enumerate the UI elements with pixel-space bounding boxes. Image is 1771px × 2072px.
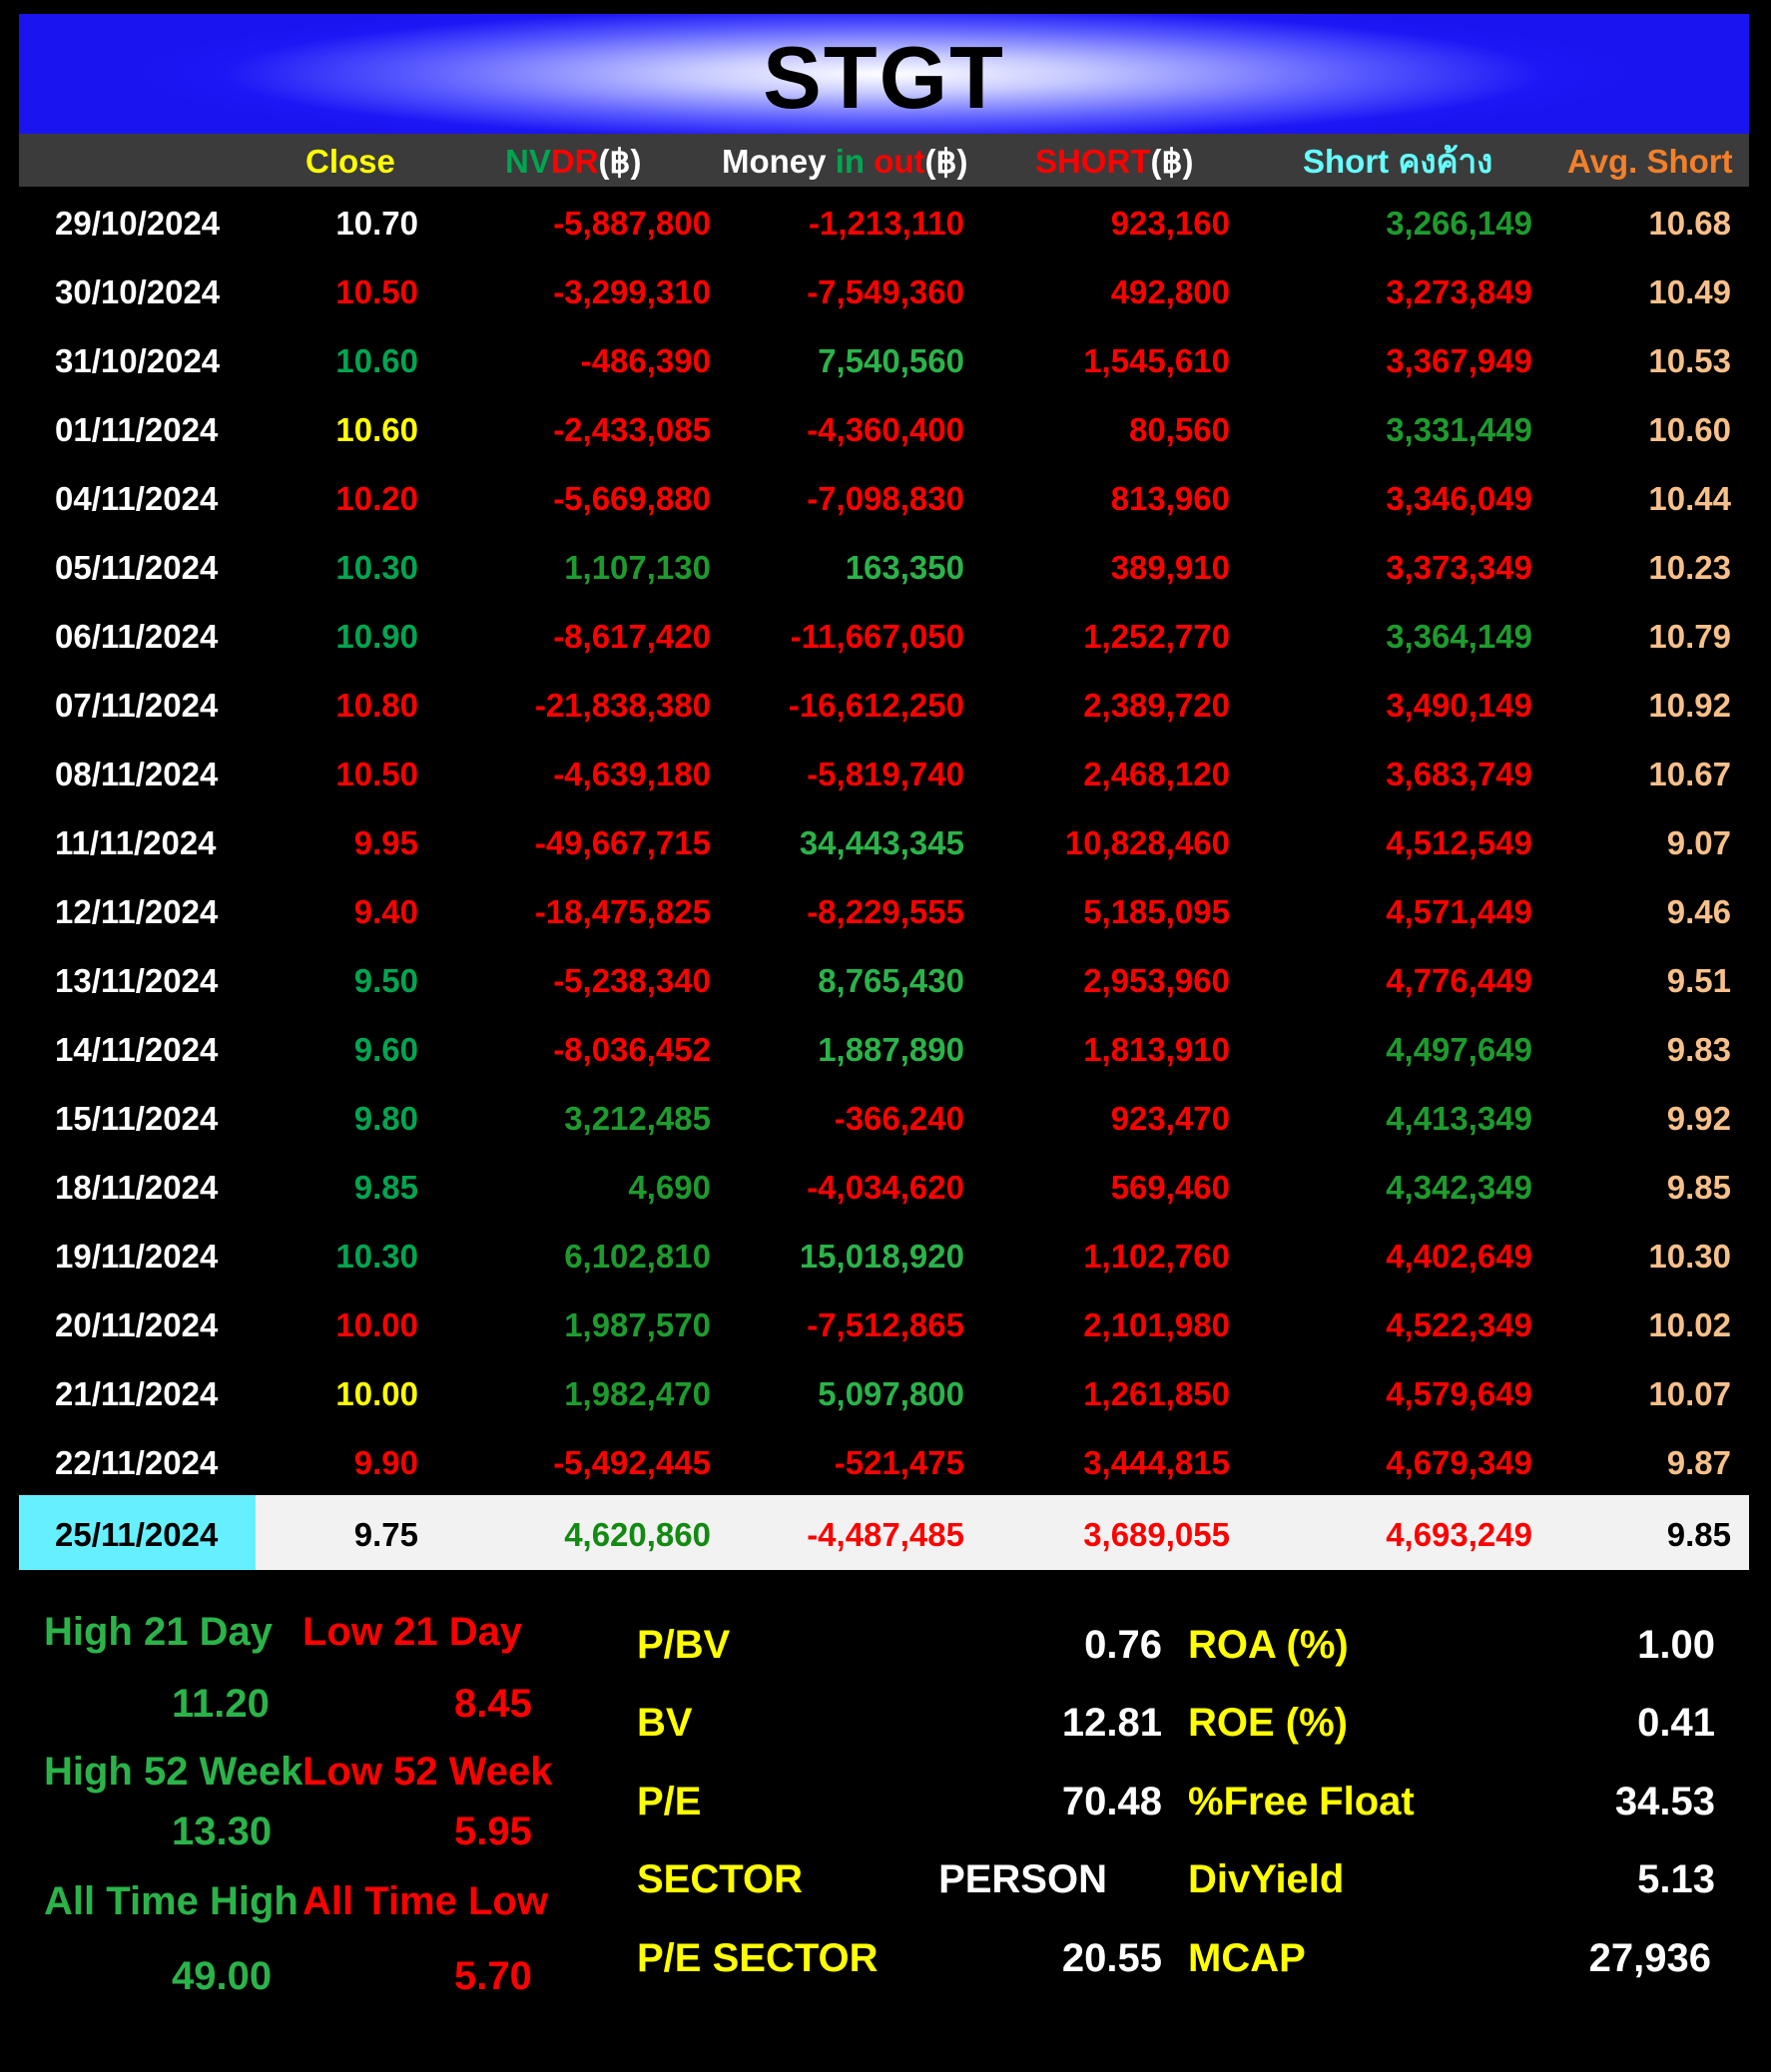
row-short-outstanding: 3,266,149 xyxy=(1386,205,1532,242)
row-short-outstanding: 4,512,549 xyxy=(1386,824,1532,861)
table-row xyxy=(19,669,1749,738)
row-money-in-out: -4,360,400 xyxy=(807,411,964,448)
row-money-in-out: 163,350 xyxy=(845,549,964,586)
row-close: 10.20 xyxy=(335,480,418,517)
row-avg-short: 10.60 xyxy=(1648,411,1731,448)
latest-row xyxy=(19,1495,1749,1570)
row-close: 10.60 xyxy=(335,411,418,448)
row-short-outstanding: 3,683,749 xyxy=(1386,756,1532,792)
row-short-outstanding: 4,522,349 xyxy=(1386,1306,1532,1343)
row-avg-short: 10.23 xyxy=(1648,549,1731,586)
all-time-high-value: 49.00 xyxy=(172,1954,273,1998)
row-money-in-out: -11,667,050 xyxy=(790,618,964,655)
table-row xyxy=(19,256,1749,324)
row-money-in-out: -7,512,865 xyxy=(807,1306,964,1343)
high-52-week-value: 13.30 xyxy=(172,1810,273,1853)
pbv-label: P/BV xyxy=(637,1623,731,1667)
row-avg-short: 10.67 xyxy=(1648,756,1731,792)
header-close: Close xyxy=(305,143,395,180)
row-nvdr: -2,433,085 xyxy=(553,411,711,448)
row-short: 1,545,610 xyxy=(1083,342,1230,379)
bv-value: 12.81 xyxy=(1061,1701,1162,1745)
row-avg-short: 9.51 xyxy=(1666,962,1731,999)
latest-avg-short: 9.85 xyxy=(1666,1516,1731,1553)
row-close: 9.50 xyxy=(353,962,418,999)
row-avg-short: 10.53 xyxy=(1648,342,1731,379)
all-time-low-value: 5.70 xyxy=(454,1954,532,1998)
header-avg-short: Avg. Short xyxy=(1567,143,1733,180)
row-short: 2,468,120 xyxy=(1083,756,1230,792)
row-short-outstanding: 4,497,649 xyxy=(1386,1031,1532,1068)
table-row xyxy=(19,324,1749,393)
row-short-outstanding: 4,402,649 xyxy=(1386,1238,1532,1275)
div-yield-label: DivYield xyxy=(1188,1857,1345,1901)
row-nvdr: -5,492,445 xyxy=(553,1444,711,1481)
row-short-outstanding: 4,342,349 xyxy=(1386,1169,1532,1206)
row-short-outstanding: 3,373,349 xyxy=(1386,549,1532,586)
row-nvdr: -5,887,800 xyxy=(553,205,711,242)
row-avg-short: 10.02 xyxy=(1648,1306,1731,1343)
row-date: 31/10/2024 xyxy=(55,342,221,379)
row-close: 10.90 xyxy=(335,618,418,655)
row-date: 06/11/2024 xyxy=(55,618,219,655)
row-date: 12/11/2024 xyxy=(55,893,219,930)
row-short: 813,960 xyxy=(1110,480,1230,517)
mcap-label: MCAP xyxy=(1188,1936,1306,1980)
row-nvdr: -4,639,180 xyxy=(553,756,711,792)
latest-money: -4,487,485 xyxy=(807,1516,964,1553)
table-header xyxy=(19,134,1749,187)
row-money-in-out: 15,018,920 xyxy=(799,1238,964,1275)
row-nvdr: -5,669,880 xyxy=(553,480,711,517)
row-short-outstanding: 4,679,349 xyxy=(1386,1444,1532,1481)
row-short: 1,261,850 xyxy=(1083,1375,1230,1412)
row-short: 10,828,460 xyxy=(1064,824,1230,861)
table-row xyxy=(19,806,1749,875)
row-short-outstanding: 4,776,449 xyxy=(1386,962,1532,999)
row-avg-short: 9.46 xyxy=(1666,893,1731,930)
table-row xyxy=(19,531,1749,600)
row-date: 18/11/2024 xyxy=(55,1169,219,1206)
mcap-value: 27,936 xyxy=(1588,1936,1711,1980)
row-money-in-out: 1,887,890 xyxy=(818,1031,964,1068)
table-row xyxy=(19,1289,1749,1357)
row-short: 3,444,815 xyxy=(1083,1444,1230,1481)
row-short: 923,470 xyxy=(1110,1100,1230,1137)
row-money-in-out: -1,213,110 xyxy=(809,205,964,242)
row-date: 11/11/2024 xyxy=(55,824,217,861)
row-money-in-out: 34,443,345 xyxy=(799,824,964,861)
row-short: 1,252,770 xyxy=(1083,618,1230,655)
row-short: 492,800 xyxy=(1110,273,1230,310)
all-time-low-label: All Time Low xyxy=(302,1879,548,1923)
row-nvdr: 1,982,470 xyxy=(564,1375,711,1412)
data-table-body xyxy=(19,187,1749,1495)
row-short: 2,101,980 xyxy=(1083,1306,1230,1343)
row-date: 30/10/2024 xyxy=(55,273,221,310)
table-row xyxy=(19,1151,1749,1220)
row-avg-short: 10.68 xyxy=(1648,205,1731,242)
pe-sector-value: 20.55 xyxy=(1061,1936,1162,1980)
free-float-value: 34.53 xyxy=(1614,1780,1715,1823)
row-short: 1,102,760 xyxy=(1083,1238,1230,1275)
row-avg-short: 9.92 xyxy=(1666,1100,1731,1137)
row-short-outstanding: 3,490,149 xyxy=(1386,687,1532,724)
stock-symbol-title: STGT xyxy=(763,28,1005,127)
row-close: 10.50 xyxy=(335,273,418,310)
row-avg-short: 9.85 xyxy=(1666,1169,1731,1206)
row-date: 08/11/2024 xyxy=(55,756,219,792)
row-nvdr: -21,838,380 xyxy=(534,687,711,724)
row-short: 923,160 xyxy=(1110,205,1230,242)
row-date: 04/11/2024 xyxy=(55,480,219,517)
row-date: 29/10/2024 xyxy=(55,205,221,242)
table-row xyxy=(19,1082,1749,1151)
all-time-high-label: All Time High xyxy=(44,1879,298,1923)
row-money-in-out: -366,240 xyxy=(834,1100,964,1137)
row-close: 10.00 xyxy=(335,1306,418,1343)
header-short: SHORT(฿) xyxy=(1035,143,1194,180)
row-money-in-out: -5,819,740 xyxy=(807,756,964,792)
header-short-outstanding: Short คงค้าง xyxy=(1303,143,1493,180)
pe-value: 70.48 xyxy=(1061,1780,1162,1823)
table-row xyxy=(19,1357,1749,1426)
high-21-day-value: 11.20 xyxy=(172,1682,270,1726)
table-row xyxy=(19,944,1749,1013)
row-date: 22/11/2024 xyxy=(55,1444,219,1481)
row-date: 15/11/2024 xyxy=(55,1100,219,1137)
free-float-label: %Free Float xyxy=(1188,1780,1415,1823)
row-date: 13/11/2024 xyxy=(55,962,219,999)
row-money-in-out: 7,540,560 xyxy=(818,342,964,379)
latest-short-outstanding: 4,693,249 xyxy=(1386,1516,1532,1553)
row-close: 10.70 xyxy=(335,205,418,242)
sector-label: SECTOR xyxy=(637,1857,803,1901)
high-52-week-label: High 52 Week xyxy=(44,1750,303,1794)
table-row xyxy=(19,875,1749,944)
row-close: 9.60 xyxy=(353,1031,418,1068)
low-21-day-label: Low 21 Day xyxy=(302,1610,523,1654)
table-row xyxy=(19,1426,1749,1495)
table-row xyxy=(19,1013,1749,1082)
roe-label: ROE (%) xyxy=(1188,1701,1348,1745)
row-short-outstanding: 3,367,949 xyxy=(1386,342,1532,379)
table-row xyxy=(19,600,1749,669)
pe-label: P/E xyxy=(637,1780,702,1823)
row-close: 9.85 xyxy=(353,1169,418,1206)
row-money-in-out: -16,612,250 xyxy=(788,687,964,724)
row-close: 9.40 xyxy=(353,893,418,930)
row-avg-short: 10.07 xyxy=(1648,1375,1731,1412)
row-short-outstanding: 3,331,449 xyxy=(1386,411,1532,448)
row-close: 10.30 xyxy=(335,549,418,586)
row-date: 01/11/2024 xyxy=(55,411,219,448)
row-avg-short: 10.79 xyxy=(1648,618,1731,655)
sector-value: PERSON xyxy=(938,1857,1107,1901)
row-short-outstanding: 4,579,649 xyxy=(1386,1375,1532,1412)
row-short: 80,560 xyxy=(1129,411,1230,448)
latest-nvdr: 4,620,860 xyxy=(564,1516,711,1553)
row-money-in-out: -7,098,830 xyxy=(807,480,964,517)
header-money-in-out: Money in out(฿) xyxy=(722,143,968,180)
row-avg-short: 10.92 xyxy=(1648,687,1731,724)
row-nvdr: -8,036,452 xyxy=(553,1031,711,1068)
row-date: 07/11/2024 xyxy=(55,687,219,724)
div-yield-value: 5.13 xyxy=(1637,1857,1715,1901)
row-nvdr: -8,617,420 xyxy=(553,618,711,655)
row-avg-short: 9.07 xyxy=(1666,824,1731,861)
row-close: 10.60 xyxy=(335,342,418,379)
row-avg-short: 9.83 xyxy=(1666,1031,1731,1068)
row-avg-short: 9.87 xyxy=(1666,1444,1731,1481)
row-close: 10.80 xyxy=(335,687,418,724)
row-nvdr: -49,667,715 xyxy=(534,824,711,861)
row-avg-short: 10.49 xyxy=(1648,273,1731,310)
row-close: 10.30 xyxy=(335,1238,418,1275)
row-short-outstanding: 3,273,849 xyxy=(1386,273,1532,310)
row-nvdr: -18,475,825 xyxy=(534,893,711,930)
row-nvdr: 1,987,570 xyxy=(564,1306,711,1343)
row-nvdr: -3,299,310 xyxy=(553,273,711,310)
high-21-day-label: High 21 Day xyxy=(44,1610,273,1654)
row-money-in-out: -4,034,620 xyxy=(807,1169,964,1206)
row-money-in-out: -7,549,360 xyxy=(807,273,964,310)
latest-short: 3,689,055 xyxy=(1083,1516,1230,1553)
row-short: 1,813,910 xyxy=(1083,1031,1230,1068)
row-date: 05/11/2024 xyxy=(55,549,219,586)
row-short-outstanding: 4,571,449 xyxy=(1386,893,1532,930)
row-short-outstanding: 4,413,349 xyxy=(1386,1100,1532,1137)
row-date: 14/11/2024 xyxy=(55,1031,219,1068)
low-21-day-value: 8.45 xyxy=(454,1682,532,1726)
roa-value: 1.00 xyxy=(1637,1623,1715,1667)
row-nvdr: 1,107,130 xyxy=(564,549,711,586)
table-row xyxy=(19,1220,1749,1289)
row-nvdr: -486,390 xyxy=(580,342,711,379)
row-close: 10.00 xyxy=(335,1375,418,1412)
row-short: 389,910 xyxy=(1110,549,1230,586)
pbv-value: 0.76 xyxy=(1084,1623,1162,1667)
row-close: 9.95 xyxy=(353,824,418,861)
row-nvdr: 6,102,810 xyxy=(564,1238,711,1275)
roa-label: ROA (%) xyxy=(1188,1623,1349,1667)
roe-value: 0.41 xyxy=(1637,1701,1715,1745)
row-avg-short: 10.44 xyxy=(1648,480,1731,517)
table-row xyxy=(19,738,1749,806)
row-date: 19/11/2024 xyxy=(55,1238,219,1275)
row-avg-short: 10.30 xyxy=(1648,1238,1731,1275)
pe-sector-label: P/E SECTOR xyxy=(637,1936,879,1980)
table-row xyxy=(19,187,1749,256)
row-nvdr: 4,690 xyxy=(628,1169,711,1206)
row-close: 10.50 xyxy=(335,756,418,792)
table-row xyxy=(19,462,1749,531)
row-nvdr: 3,212,485 xyxy=(564,1100,711,1137)
row-money-in-out: 5,097,800 xyxy=(818,1375,964,1412)
header-nvdr: NVDR(฿) xyxy=(505,143,642,180)
low-52-week-value: 5.95 xyxy=(454,1810,532,1853)
row-short: 2,953,960 xyxy=(1083,962,1230,999)
row-close: 9.80 xyxy=(353,1100,418,1137)
table-row xyxy=(19,393,1749,462)
row-short: 569,460 xyxy=(1110,1169,1230,1206)
row-date: 20/11/2024 xyxy=(55,1306,219,1343)
latest-date: 25/11/2024 xyxy=(55,1516,219,1553)
row-money-in-out: 8,765,430 xyxy=(818,962,964,999)
title-banner xyxy=(19,14,1749,134)
row-money-in-out: -8,229,555 xyxy=(807,893,964,930)
row-nvdr: -5,238,340 xyxy=(553,962,711,999)
low-52-week-label: Low 52 Week xyxy=(302,1750,553,1794)
bv-label: BV xyxy=(637,1701,693,1745)
latest-close: 9.75 xyxy=(353,1516,418,1553)
row-short: 5,185,095 xyxy=(1083,893,1230,930)
row-close: 9.90 xyxy=(353,1444,418,1481)
row-short-outstanding: 3,346,049 xyxy=(1386,480,1532,517)
row-short: 2,389,720 xyxy=(1083,687,1230,724)
row-date: 21/11/2024 xyxy=(55,1375,219,1412)
row-short-outstanding: 3,364,149 xyxy=(1386,618,1532,655)
row-money-in-out: -521,475 xyxy=(834,1444,964,1481)
